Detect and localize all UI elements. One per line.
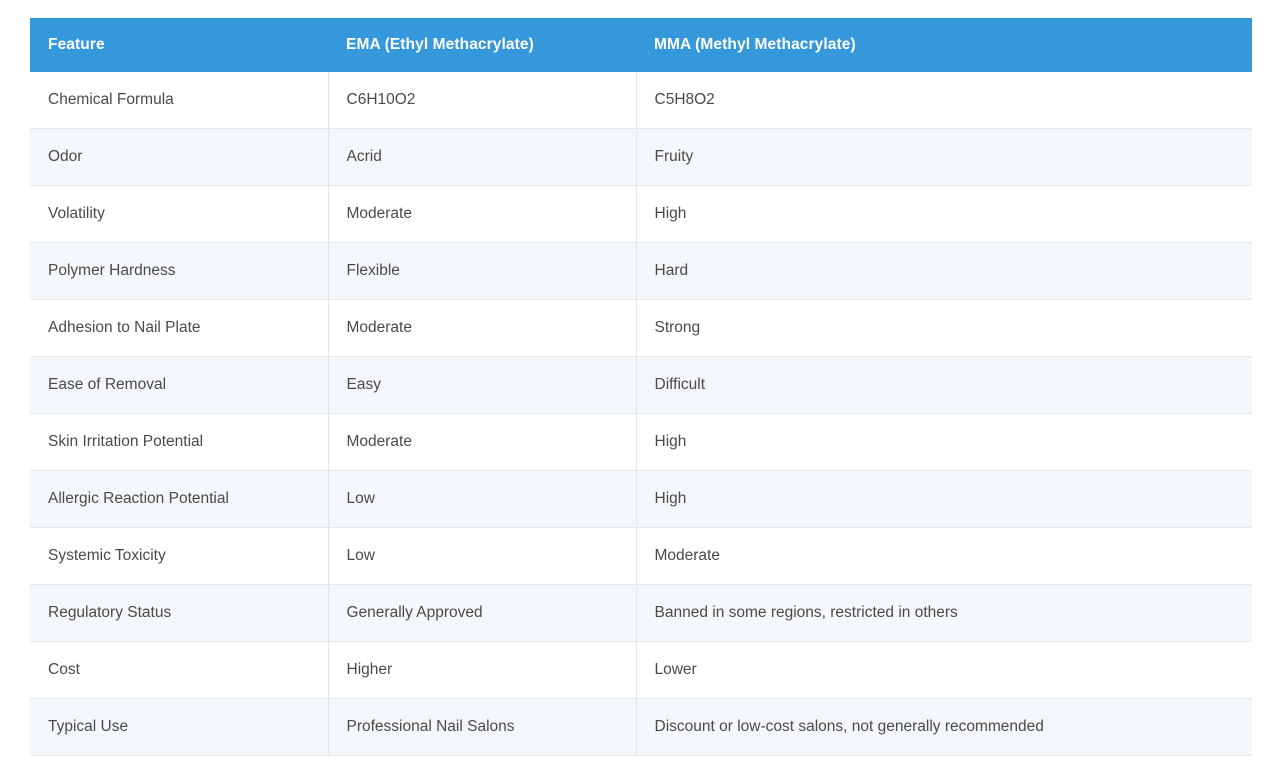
- column-header-feature-label: Feature: [48, 36, 105, 53]
- cell-ema: Moderate: [328, 300, 636, 357]
- table-row: [30, 186, 1252, 243]
- cell-ema: Easy: [328, 357, 636, 414]
- cell-feature: Typical Use: [30, 699, 328, 756]
- cell-mma: Fruity: [636, 129, 1252, 186]
- cell-feature: Cost: [30, 642, 328, 699]
- cell-mma: High: [636, 414, 1252, 471]
- table-row: [30, 585, 1252, 642]
- table-row: [30, 528, 1252, 585]
- cell-ema: Low: [328, 471, 636, 528]
- table-row: [30, 642, 1252, 699]
- cell-ema: Professional Nail Salons: [328, 699, 636, 756]
- table-body: [30, 72, 1252, 756]
- table-row: [30, 357, 1252, 414]
- comparison-table: [30, 18, 1252, 756]
- column-header-ema: [328, 18, 636, 72]
- cell-ema: Moderate: [328, 414, 636, 471]
- cell-feature: Adhesion to Nail Plate: [30, 300, 328, 357]
- cell-feature: Systemic Toxicity: [30, 528, 328, 585]
- cell-mma: Moderate: [636, 528, 1252, 585]
- cell-mma: Hard: [636, 243, 1252, 300]
- comparison-table-container: [30, 18, 1252, 756]
- cell-ema: Higher: [328, 642, 636, 699]
- table-row: [30, 243, 1252, 300]
- cell-mma: Discount or low-cost salons, not generally recommended: [636, 699, 1252, 756]
- table-row: [30, 699, 1252, 756]
- table-row: [30, 72, 1252, 129]
- cell-mma: Banned in some regions, restricted in others: [636, 585, 1252, 642]
- cell-feature: Odor: [30, 129, 328, 186]
- cell-ema: Acrid: [328, 129, 636, 186]
- cell-feature: Regulatory Status: [30, 585, 328, 642]
- table-row: [30, 414, 1252, 471]
- cell-feature: Skin Irritation Potential: [30, 414, 328, 471]
- cell-ema: Flexible: [328, 243, 636, 300]
- table-header: [30, 18, 1252, 72]
- cell-mma: Strong: [636, 300, 1252, 357]
- table-header-row: [30, 18, 1252, 72]
- cell-ema: Moderate: [328, 186, 636, 243]
- column-header-mma: [636, 18, 1252, 72]
- table-row: [30, 129, 1252, 186]
- cell-mma: High: [636, 471, 1252, 528]
- cell-ema: Low: [328, 528, 636, 585]
- cell-mma: Lower: [636, 642, 1252, 699]
- table-row: [30, 471, 1252, 528]
- cell-feature: Allergic Reaction Potential: [30, 471, 328, 528]
- cell-feature: Volatility: [30, 186, 328, 243]
- column-header-mma-label: MMA (Methyl Methacrylate): [654, 36, 856, 53]
- cell-feature: Polymer Hardness: [30, 243, 328, 300]
- column-header-feature: [30, 18, 328, 72]
- cell-ema: Generally Approved: [328, 585, 636, 642]
- cell-feature: Chemical Formula: [30, 72, 328, 129]
- cell-mma: C5H8O2: [636, 72, 1252, 129]
- cell-ema: C6H10O2: [328, 72, 636, 129]
- column-header-ema-label: EMA (Ethyl Methacrylate): [346, 36, 534, 53]
- cell-feature: Ease of Removal: [30, 357, 328, 414]
- cell-mma: High: [636, 186, 1252, 243]
- table-row: [30, 300, 1252, 357]
- cell-mma: Difficult: [636, 357, 1252, 414]
